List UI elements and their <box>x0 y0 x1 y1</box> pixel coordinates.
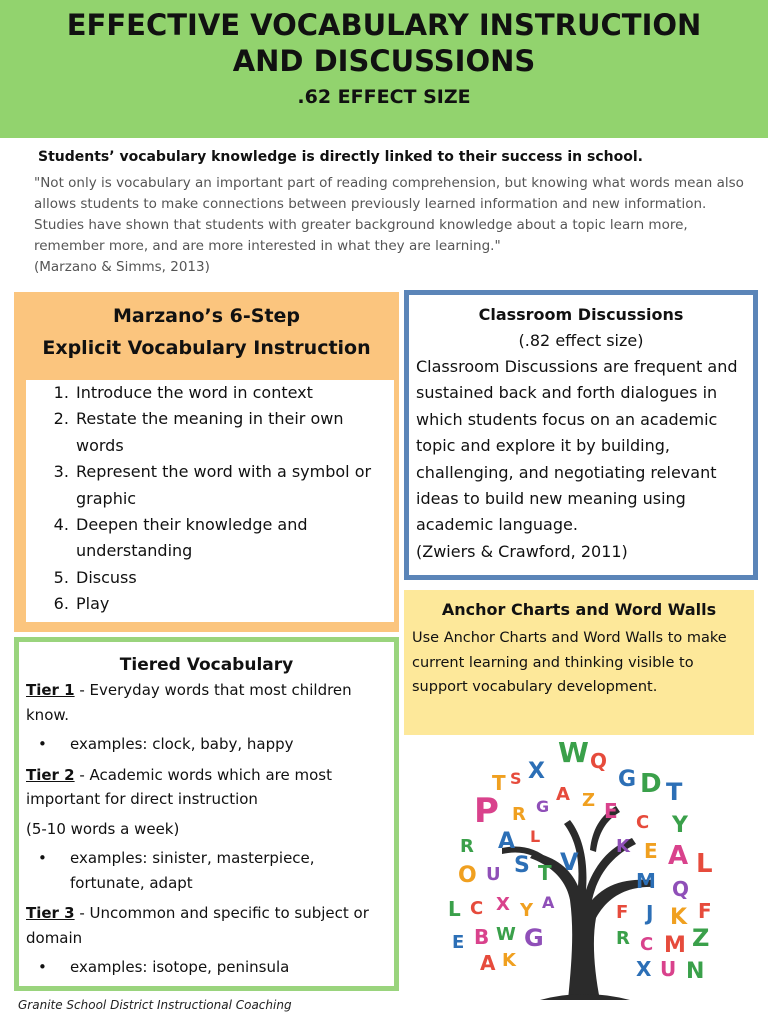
svg-text:O: O <box>458 863 477 888</box>
tier3-examples-list <box>26 955 388 980</box>
tier3-examples: • examples: isotope, peninsula <box>70 955 388 980</box>
intro-lead: Students’ vocabulary knowledge is directly linked to their success in school. <box>38 149 643 165</box>
svg-text:F: F <box>616 902 629 923</box>
svg-text:R: R <box>616 928 630 949</box>
svg-text:T: T <box>538 861 552 885</box>
anchor-charts-section <box>404 590 754 735</box>
anchor-charts-body: Use Anchor Charts and Word Walls to make current learning and thinking visible to support vocabulary development. <box>412 630 727 695</box>
svg-text:P: P <box>474 791 499 831</box>
svg-text:A: A <box>480 951 496 975</box>
svg-text:L: L <box>530 827 541 846</box>
svg-text:G: G <box>524 924 544 952</box>
discussions-body-block <box>409 354 753 565</box>
marzano-steps-panel <box>26 380 394 622</box>
svg-text:U: U <box>486 864 501 885</box>
svg-text:Y: Y <box>672 813 688 838</box>
svg-text:C: C <box>636 812 650 833</box>
tier2-definition <box>26 763 388 812</box>
svg-text:N: N <box>686 959 705 984</box>
svg-text:J: J <box>646 901 654 925</box>
svg-text:A: A <box>542 893 555 912</box>
title-banner <box>0 0 768 138</box>
svg-text:V: V <box>560 848 579 876</box>
tier1-examples: • examples: clock, baby, happy <box>70 732 388 757</box>
svg-text:X: X <box>636 957 652 981</box>
marzano-section <box>14 292 399 632</box>
page-title-line1: EFFECTIVE VOCABULARY INSTRUCTION <box>66 8 702 42</box>
discussions-effect-size: (.82 effect size) <box>518 331 644 350</box>
svg-text:M: M <box>664 933 686 958</box>
svg-text:G: G <box>618 767 637 792</box>
svg-text:K: K <box>616 836 630 857</box>
svg-text:C: C <box>640 934 654 955</box>
marzano-step: 3. Represent the word with a symbol or graphic <box>74 459 394 512</box>
page-title-line2: AND DISCUSSIONS <box>232 44 536 78</box>
svg-text:Q: Q <box>672 877 690 901</box>
marzano-step: 6. Play <box>74 591 394 617</box>
svg-text:A: A <box>498 829 516 854</box>
svg-text:F: F <box>698 899 712 923</box>
svg-text:S: S <box>514 853 530 878</box>
marzano-steps-list <box>26 380 394 618</box>
marzano-step: 5. Discuss <box>74 565 394 591</box>
svg-text:L: L <box>696 849 713 879</box>
discussions-section <box>404 290 758 580</box>
footer-credit: Granite School District Instructional Coaching <box>18 998 292 1012</box>
svg-text:Q: Q <box>590 749 608 773</box>
intro-citation: (Marzano & Simms, 2013) <box>34 259 210 275</box>
svg-text:A: A <box>668 841 689 871</box>
svg-text:W: W <box>558 740 589 769</box>
tier2-note: (5-10 words a week) <box>26 819 180 838</box>
discussions-citation: (Zwiers & Crawford, 2011) <box>416 541 628 561</box>
svg-text:T: T <box>492 771 506 795</box>
intro-quote-block <box>34 173 746 278</box>
intro-quote: "Not only is vocabulary an important part of reading comprehension, but knowing what words mean also allows students to make connections between previously learned information and new information. Studies have shown that students with greater background knowledge about a topic learn more, remember more, and are more interested in what they are learning." <box>34 175 744 254</box>
tier3-label: Tier 3 <box>26 904 75 922</box>
marzano-title-line2: Explicit Vocabulary Instruction <box>42 337 371 359</box>
svg-text:L: L <box>448 897 461 921</box>
svg-text:K: K <box>670 905 688 930</box>
svg-text:K: K <box>502 950 516 971</box>
discussions-body: Classroom Discussions are frequent and sustained back and forth dialogues in which students focus on an academic topic and explore it by building, challenging, and negotiating relevant ideas to build new meaning using academic language. <box>416 357 738 535</box>
tier2-label: Tier 2 <box>26 765 75 784</box>
svg-text:Y: Y <box>520 900 534 921</box>
marzano-step: 4. Deepen their knowledge and understanding <box>74 512 394 565</box>
svg-text:W: W <box>496 924 516 945</box>
tier2-examples: • examples: sinister, masterpiece, fortunate, adapt <box>70 846 388 895</box>
svg-text:C: C <box>470 898 484 919</box>
tier1-definition <box>26 678 388 727</box>
anchor-charts-title: Anchor Charts and Word Walls <box>441 600 717 619</box>
tiered-vocabulary-section <box>14 637 399 991</box>
tier3-definition <box>26 901 388 950</box>
svg-text:G: G <box>536 797 550 816</box>
svg-text:E: E <box>644 839 658 863</box>
tiered-vocabulary-title: Tiered Vocabulary <box>119 655 294 675</box>
alphabet-tree-illustration <box>440 740 730 1000</box>
svg-text:D: D <box>640 769 662 799</box>
svg-text:E: E <box>604 799 618 823</box>
svg-text:X: X <box>528 759 545 784</box>
svg-text:X: X <box>496 894 510 915</box>
tier2-examples-list <box>26 846 388 895</box>
tier3-text: - Uncommon and specific to subject or domain <box>26 904 369 947</box>
svg-text:R: R <box>512 804 526 825</box>
svg-text:M: M <box>636 869 656 893</box>
effect-size-label: .62 EFFECT SIZE <box>297 86 471 108</box>
svg-text:T: T <box>666 778 683 806</box>
svg-text:B: B <box>474 925 490 949</box>
tier1-label: Tier 1 <box>26 681 75 699</box>
discussions-title: Classroom Discussions <box>478 305 684 324</box>
svg-text:Z: Z <box>582 790 596 811</box>
svg-text:R: R <box>460 836 474 857</box>
tier2-text: - Academic words which are most important for direct instruction <box>26 765 332 808</box>
svg-text:S: S <box>510 769 522 788</box>
svg-text:U: U <box>660 957 677 981</box>
marzano-title <box>14 300 399 364</box>
tier1-examples-list <box>26 732 388 757</box>
tier1-text: - Everyday words that most children know. <box>26 681 352 724</box>
marzano-title-line1: Marzano’s 6-Step <box>112 305 301 327</box>
svg-text:Z: Z <box>692 924 710 952</box>
svg-text:A: A <box>556 784 570 805</box>
svg-text:E: E <box>452 932 465 953</box>
marzano-step: 1. Introduce the word in context <box>74 380 394 406</box>
marzano-step: 2. Restate the meaning in their own words <box>74 406 394 459</box>
tiered-vocabulary-body <box>19 678 394 980</box>
